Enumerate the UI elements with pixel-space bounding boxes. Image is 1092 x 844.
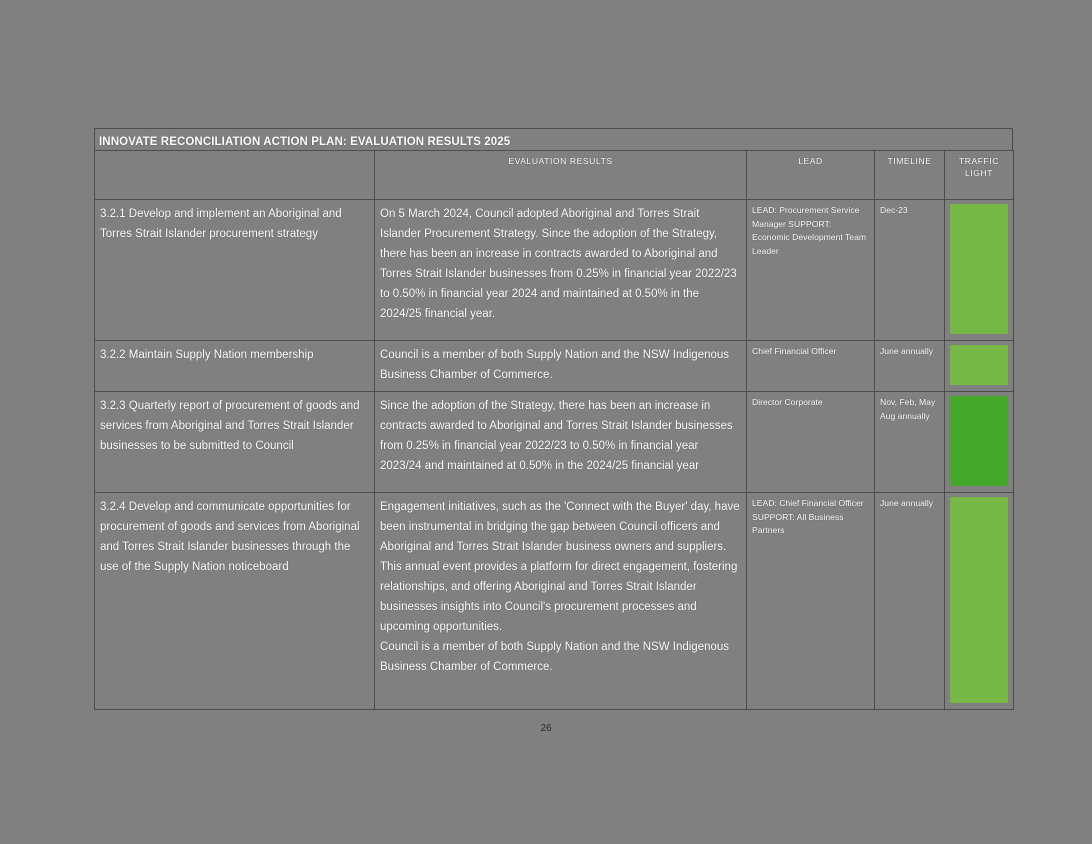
column-header-timeline: [875, 151, 945, 200]
column-header-evaluation-results-label: EVALUATION RESULTS: [508, 156, 613, 166]
cell-lead: Director Corporate: [747, 392, 875, 493]
cell-evaluation: [375, 200, 747, 341]
cell-traffic-light: [945, 493, 1014, 710]
traffic-light-indicator: [950, 204, 1008, 334]
cell-action: 3.2.2 Maintain Supply Nation membership: [95, 341, 375, 392]
evaluation-paragraph: Council is a member of both Supply Nation and the NSW Indigenous Business Chamber of Commerce.: [380, 349, 730, 381]
traffic-light-indicator: [950, 345, 1008, 385]
column-header-timeline-label: TIMELINE: [887, 156, 932, 166]
document-title: INNOVATE RECONCILIATION ACTION PLAN: EVALUATION RESULTS 2025: [99, 136, 511, 148]
evaluation-paragraph: Since the adoption of the Strategy, there has been an increase in contracts awarded to Aboriginal and Torres Strait Islander businesses from 0.25% in financial year 2022/23 to 0.50% in financial year 2023/24 and maintained at 0.50% in the 2024/25 financial year: [380, 400, 733, 472]
evaluation-paragraph: Engagement initiatives, such as the 'Connect with the Buyer' day, have been instrumental in bridging the gap between Council officers and Aboriginal and Torres Strait Islander business owners and suppliers. This annual event provides a platform for direct engagement, fostering relationships, and offering Aboriginal and Torres Strait Islander businesses insights into Council's procurement processes and upcoming opportunities.: [380, 501, 740, 633]
traffic-light-indicator: [950, 497, 1008, 703]
evaluation-paragraph: On 5 March 2024, Council adopted Aboriginal and Torres Strait Islander Procurement Strategy. Since the adoption of the Strategy, there has been an increase in contracts awarded to Aboriginal and Torres Strait Islander businesses from 0.25% in financial year 2022/23 to 0.50% in financial year 2024 and maintained at 0.50% in the 2024/25 financial year.: [380, 208, 737, 320]
table-row: [95, 341, 1014, 392]
column-header-lead-label: LEAD: [798, 156, 823, 166]
table-row: [95, 493, 1014, 710]
column-header-action: [95, 151, 375, 200]
cell-lead: LEAD: Chief Financial Officer SUPPORT: All Business Partners: [747, 493, 875, 710]
page-number: 26: [540, 723, 552, 734]
cell-action: 3.2.3 Quarterly report of procurement of goods and services from Aboriginal and Torres Strait Islander businesses to be submitted to Council: [95, 392, 375, 493]
cell-traffic-light: [945, 341, 1014, 392]
cell-timeline: June annually: [875, 493, 945, 710]
table-header-row: [95, 151, 1014, 200]
cell-timeline: Dec-23: [875, 200, 945, 341]
cell-lead: LEAD: Procurement Service Manager SUPPORT: Economic Development Team Leader: [747, 200, 875, 341]
cell-timeline: June annually: [875, 341, 945, 392]
column-header-traffic-light: [945, 151, 1014, 200]
cell-evaluation: [375, 392, 747, 493]
cell-action: 3.2.1 Develop and implement an Aboriginal and Torres Strait Islander procurement strategy: [95, 200, 375, 341]
cell-timeline: Nov, Feb, May Aug annually: [875, 392, 945, 493]
cell-action: 3.2.4 Develop and communicate opportunities for procurement of goods and services from Aboriginal and Torres Strait Islander businesses through the use of the Supply Nation noticeboard: [95, 493, 375, 710]
rap-evaluation-table-container: [94, 128, 1013, 710]
cell-evaluation: [375, 493, 747, 710]
table-row: [95, 392, 1014, 493]
cell-evaluation: [375, 341, 747, 392]
column-header-lead: [747, 151, 875, 200]
document-title-bar: [94, 128, 1013, 150]
cell-traffic-light: [945, 200, 1014, 341]
evaluation-results-table: [94, 150, 1014, 710]
cell-traffic-light: [945, 392, 1014, 493]
column-header-action-label: [100, 155, 369, 156]
table-body: [95, 200, 1014, 710]
column-header-evaluation-results: [375, 151, 747, 200]
table-row: [95, 200, 1014, 341]
traffic-light-indicator: [950, 396, 1008, 486]
column-header-traffic-light-label: TRAFFIC LIGHT: [958, 156, 1000, 178]
table-header: [95, 151, 1014, 200]
cell-lead: Chief Financial Officer: [747, 341, 875, 392]
evaluation-paragraph-extra: Council is a member of both Supply Nation and the NSW Indigenous Business Chamber of Commerce.: [380, 641, 730, 673]
